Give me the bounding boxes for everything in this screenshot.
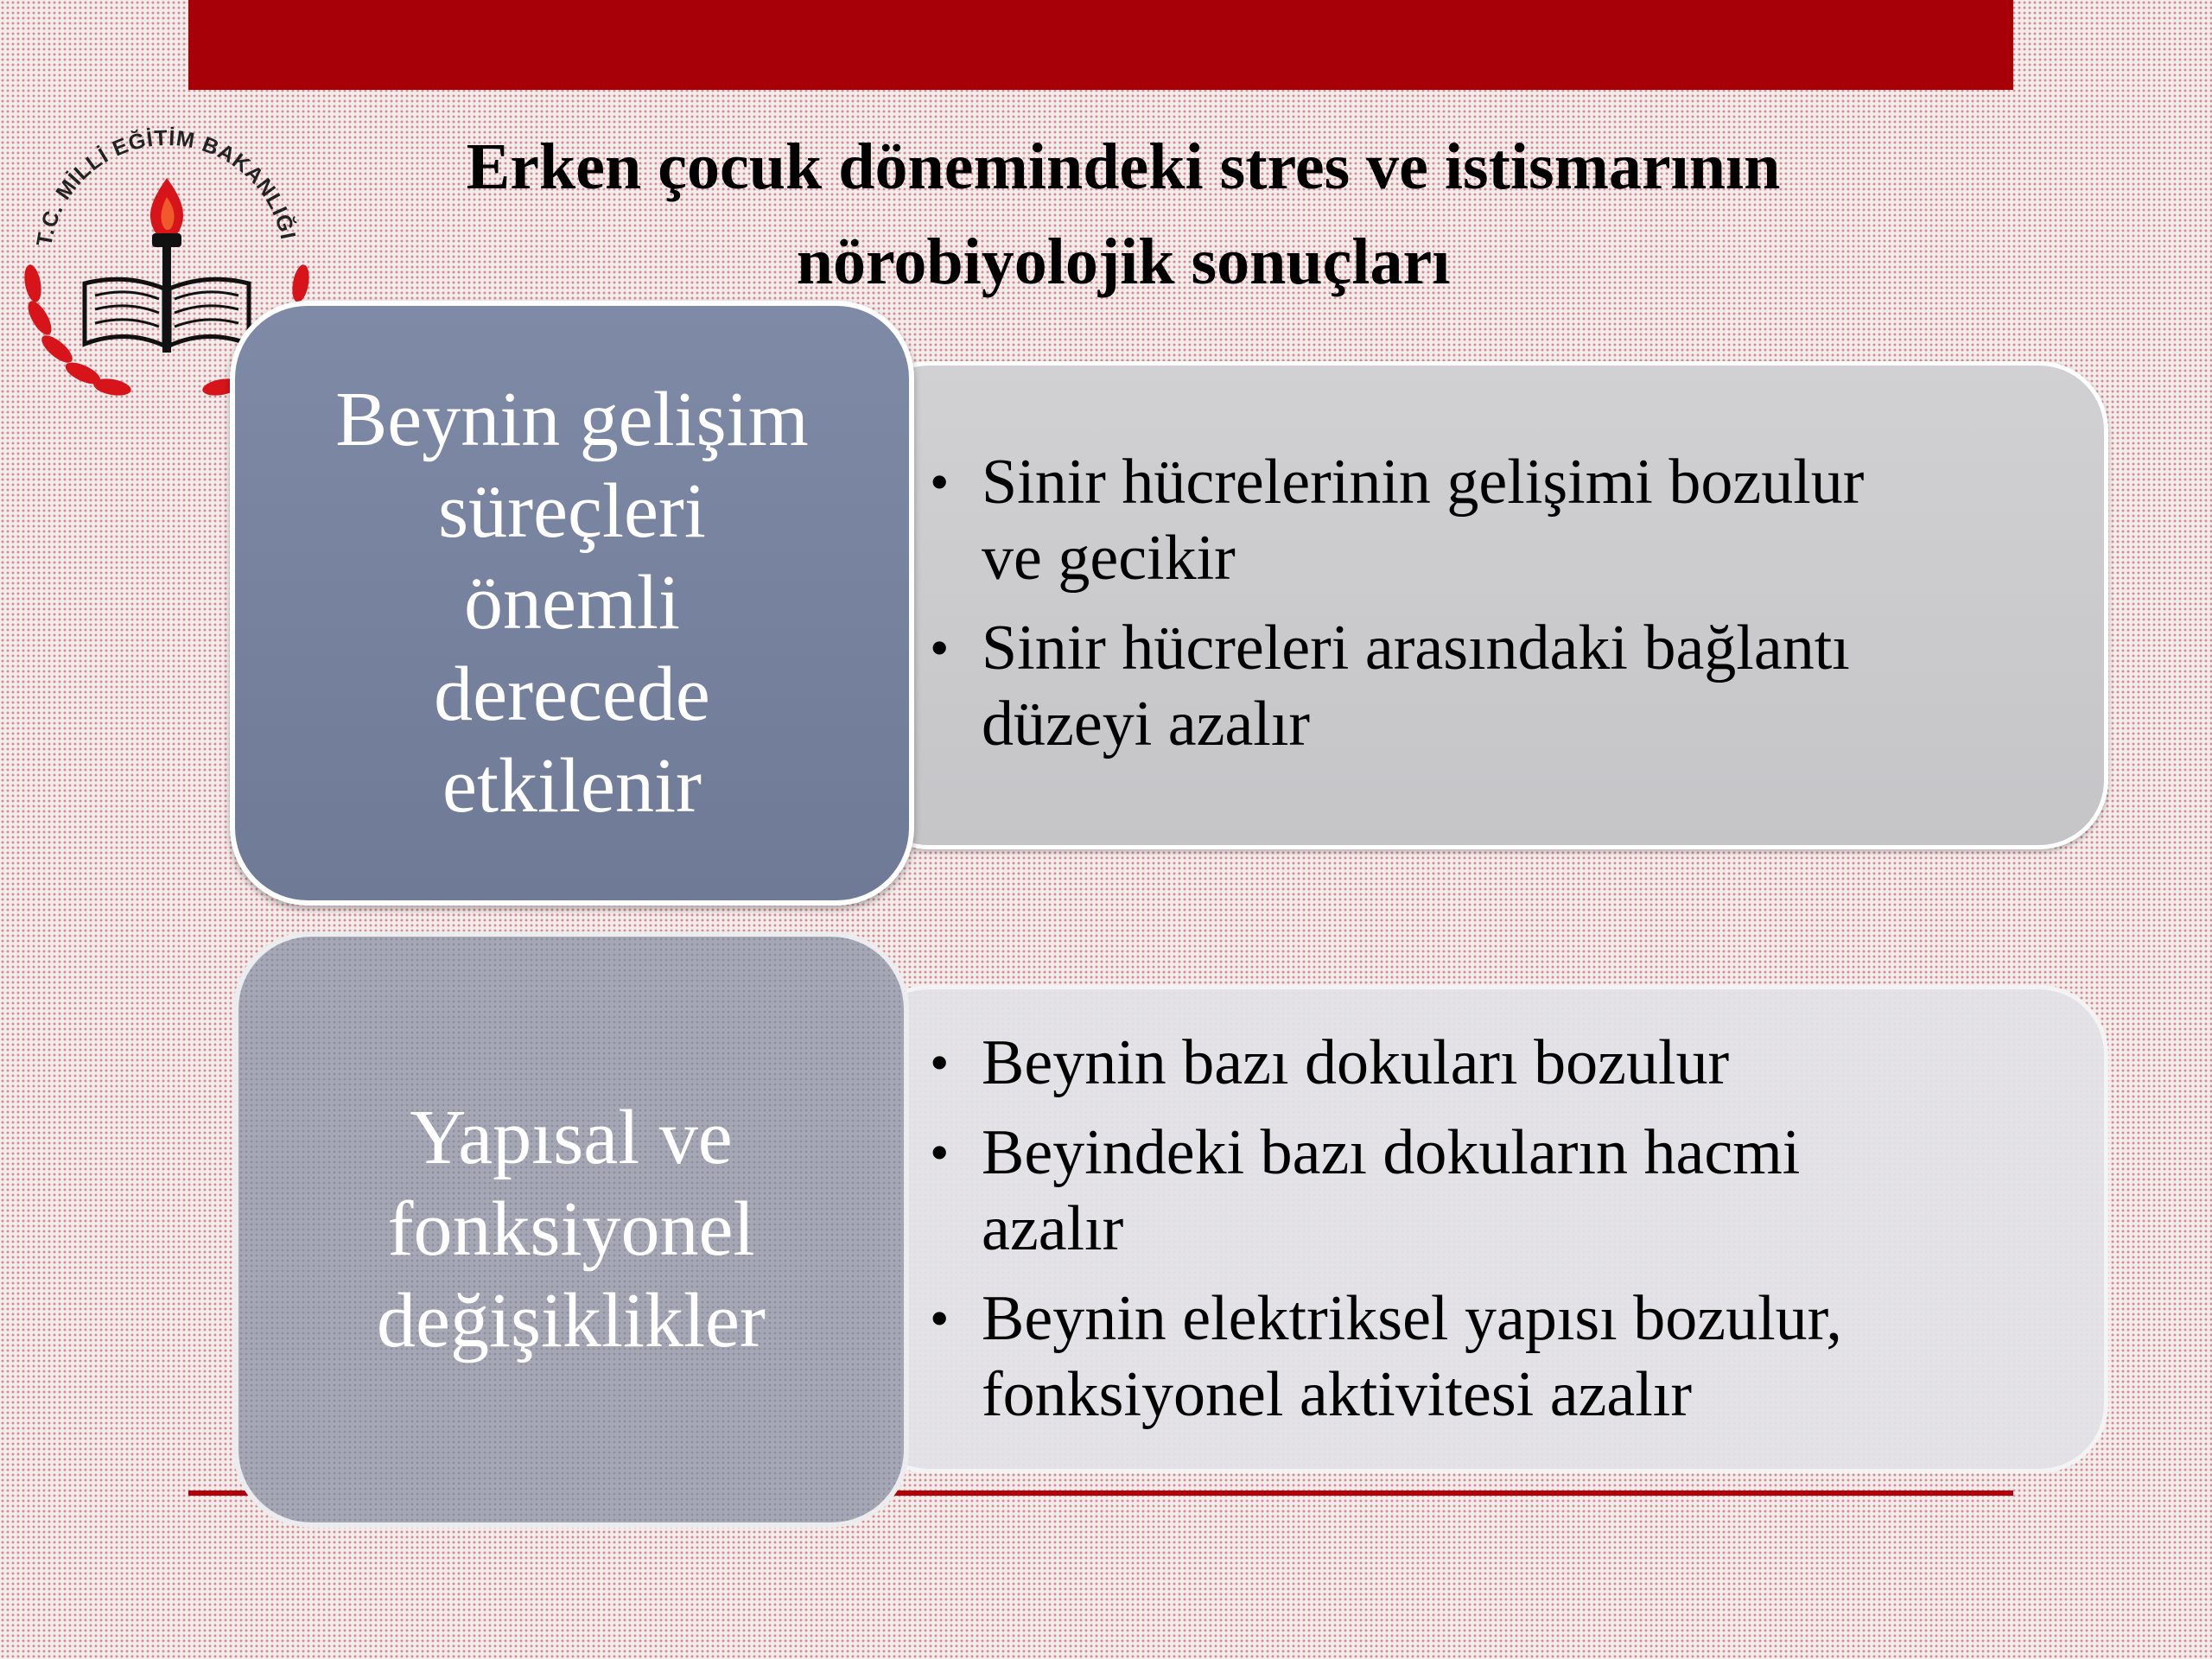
list-item <box>925 1281 2065 1433</box>
bullet-icon: • <box>930 1287 950 1349</box>
list-item <box>925 444 2048 596</box>
section-1-bullet-list <box>925 444 2048 776</box>
bullet-text-line: Sinir hücreleri arasındaki bağlantı <box>982 613 1850 683</box>
section-1-heading-card <box>230 301 914 906</box>
bullet-text-line: düzeyi azalır <box>982 689 1311 760</box>
heading-line: Beynin gelişim <box>335 377 809 462</box>
bullet-icon: • <box>930 451 950 512</box>
section-2-bullet-list <box>925 1025 2065 1446</box>
list-item <box>925 1025 2065 1101</box>
heading-line: değişiklikler <box>377 1278 766 1363</box>
section-2-heading <box>286 1092 856 1367</box>
slide-title <box>311 119 1936 309</box>
heading-line: derecede <box>434 652 710 737</box>
heading-line: süreçleri <box>438 468 706 554</box>
bullet-text-line: fonksiyonel aktivitesi azalır <box>982 1359 1692 1430</box>
list-item <box>925 610 2048 762</box>
bullet-icon: • <box>930 1032 950 1093</box>
heading-line: Yapısal ve <box>410 1095 733 1180</box>
heading-line: önemli <box>464 560 680 645</box>
top-accent-bar <box>188 0 2013 90</box>
bullet-text-line: azalır <box>982 1193 1124 1264</box>
section-2-heading-card <box>233 931 909 1528</box>
bullet-icon: • <box>930 617 950 678</box>
logo-text: T.C. MİLLİ EĞİTİM BAKANLIĞI <box>32 125 301 249</box>
bullet-text-line: ve gecikir <box>982 523 1236 594</box>
bullet-text-line: Beynin bazı dokuları bozulur <box>982 1027 1730 1098</box>
bullet-icon: • <box>930 1122 950 1183</box>
slide-title-line-2: nörobiyolojik sonuçları <box>796 226 1451 298</box>
slide-title-line-1: Erken çocuk dönemindeki stres ve istismarının <box>466 130 1781 203</box>
list-item <box>925 1115 2065 1267</box>
bullet-text-line: Sinir hücrelerinin gelişimi bozulur <box>982 447 1865 518</box>
heading-line: etkilenir <box>442 743 702 829</box>
heading-line: fonksiyonel <box>387 1186 755 1272</box>
bullet-text-line: Beyindeki bazı dokuların hacmi <box>982 1117 1801 1188</box>
bullet-text-line: Beynin elektriksel yapısı bozulur, <box>982 1283 1842 1354</box>
section-1-heading <box>287 374 857 832</box>
